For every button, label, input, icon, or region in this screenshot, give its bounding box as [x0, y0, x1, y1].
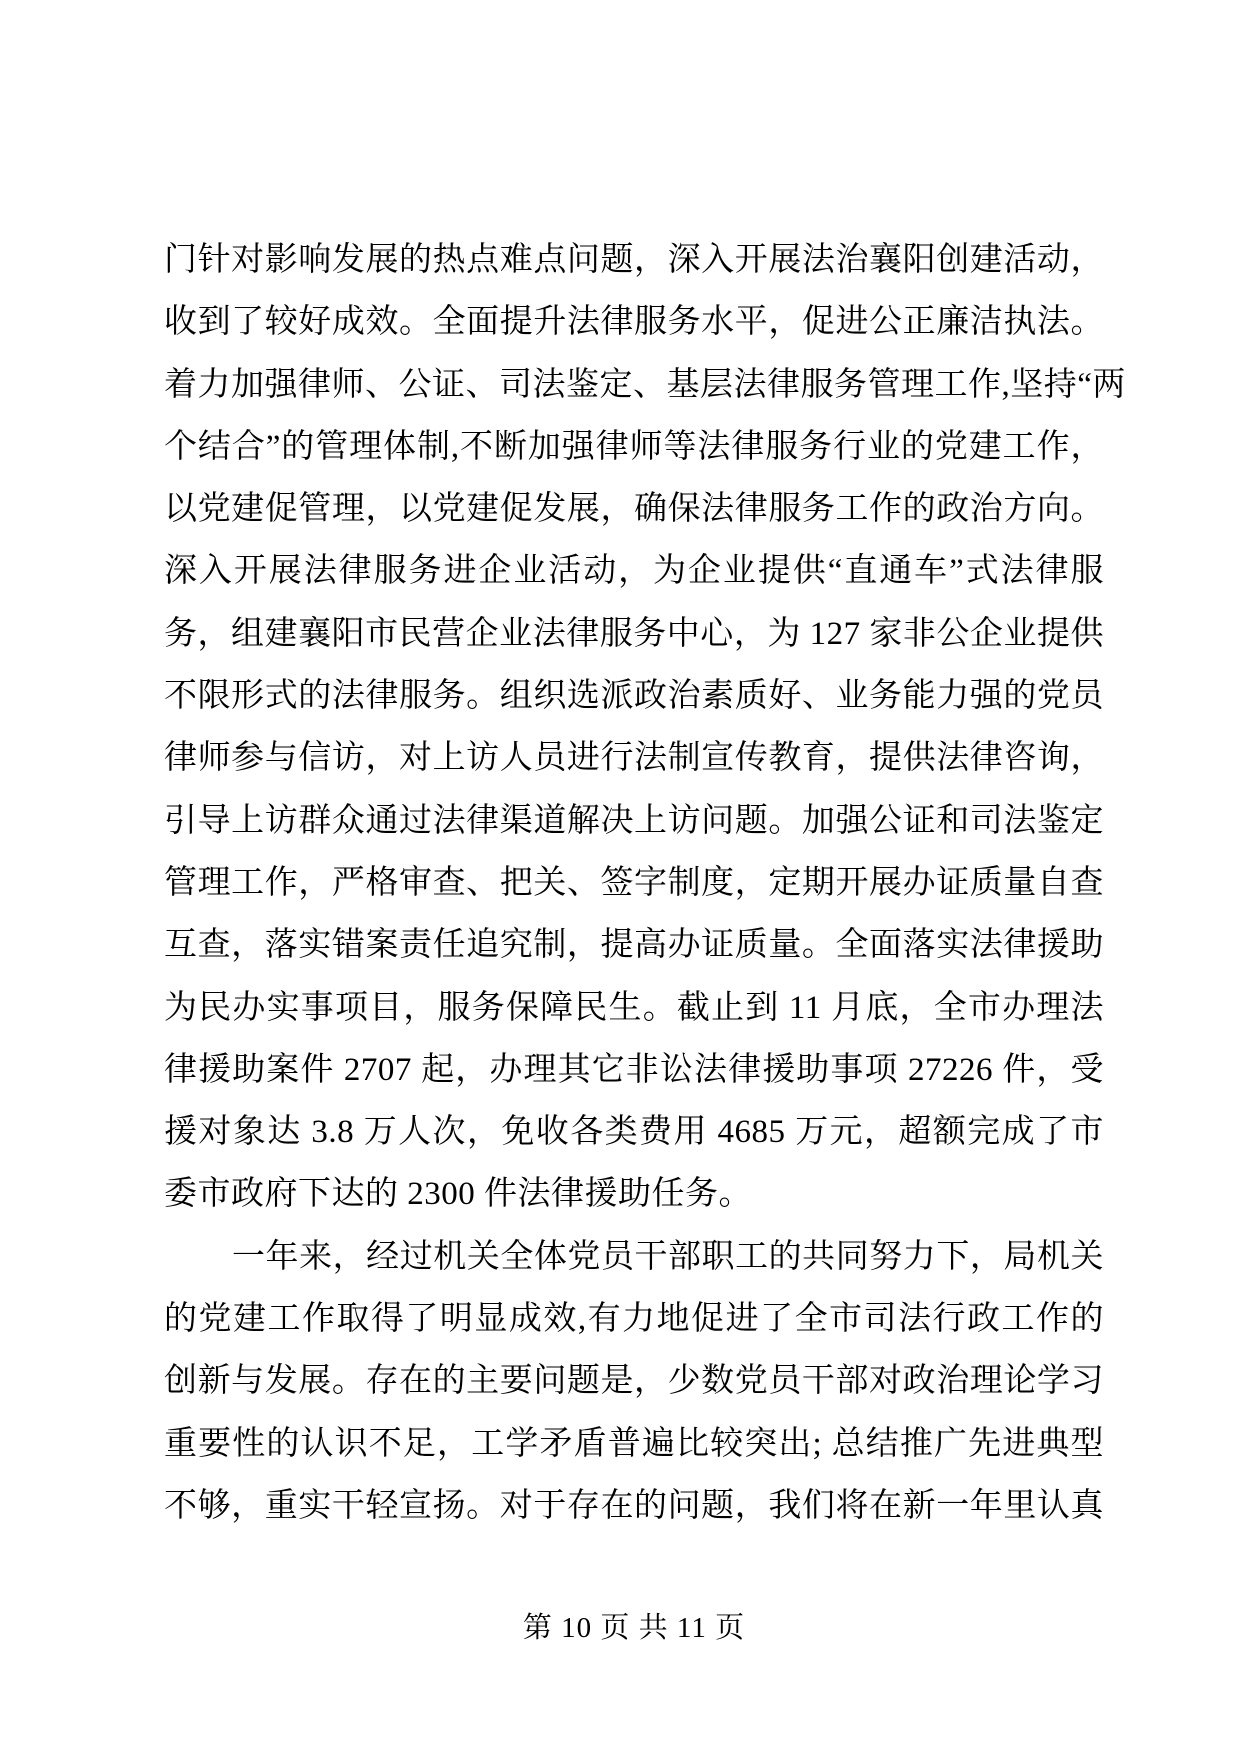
text-line: 深入开展法律服务进企业活动，为企业提供“直通车”式法律服 — [164, 553, 1104, 590]
text-line: 务，组建襄阳市民营企业法律服务中心，为 127 家非公企业提供 — [164, 615, 1104, 652]
page-number-text: 第 10 页 共 11 页 — [522, 1612, 746, 1644]
text-line: 的党建工作取得了明显成效,有力地促进了全市司法行政工作的 — [164, 1301, 1104, 1338]
text-line: 不限形式的法律服务。组织选派政治素质好、业务能力强的党员 — [164, 678, 1104, 715]
text-line: 创新与发展。存在的主要问题是，少数党员干部对政治理论学习 — [164, 1363, 1104, 1400]
text-line: 管理工作，严格审查、把关、签字制度，定期开展办证质量自查 — [164, 864, 1104, 901]
document-body — [164, 229, 1126, 1537]
text-line: 为民办实事项目，服务保障民生。截止到 11 月底，全市办理法 — [164, 989, 1104, 1026]
text-line: 援对象达 3.8 万人次，免收各类费用 4685 万元，超额完成了市 — [164, 1114, 1104, 1151]
text-line-paragraph-start: 一年来，经过机关全体党员干部职工的共同努力下，局机关 — [232, 1238, 1104, 1275]
text-line: 引导上访群众通过法律渠道解决上访问题。加强公证和司法鉴定 — [164, 802, 1104, 839]
text-line: 以党建促管理，以党建促发展，确保法律服务工作的政治方向。 — [164, 491, 1104, 528]
text-line: 不够，重实干轻宣扬。对于存在的问题，我们将在新一年里认真 — [164, 1487, 1104, 1524]
page-footer — [164, 1608, 1104, 1648]
text-line: 律援助案件 2707 起，办理其它非讼法律援助事项 27226 件，受 — [164, 1051, 1104, 1088]
text-line: 门针对影响发展的热点难点问题，深入开展法治襄阳创建活动， — [164, 242, 1104, 278]
text-line-paragraph-end: 委市政府下达的 2300 件法律援助任务。 — [164, 1176, 752, 1213]
text-line: 个结合”的管理体制,不断加强律师等法律服务行业的党建工作， — [164, 428, 1104, 465]
text-line: 收到了较好成效。全面提升法律服务水平，促进公正廉洁执法。 — [164, 304, 1104, 341]
text-line: 着力加强律师、公证、司法鉴定、基层法律服务管理工作,坚持“两 — [164, 366, 1126, 403]
text-line: 互查，落实错案责任追究制，提高办证质量。全面落实法律援助 — [164, 927, 1104, 964]
text-line: 重要性的认识不足，工学矛盾普遍比较突出; 总结推广先进典型 — [164, 1425, 1104, 1462]
text-line: 律师参与信访，对上访人员进行法制宣传教育，提供法律咨询， — [164, 740, 1104, 777]
